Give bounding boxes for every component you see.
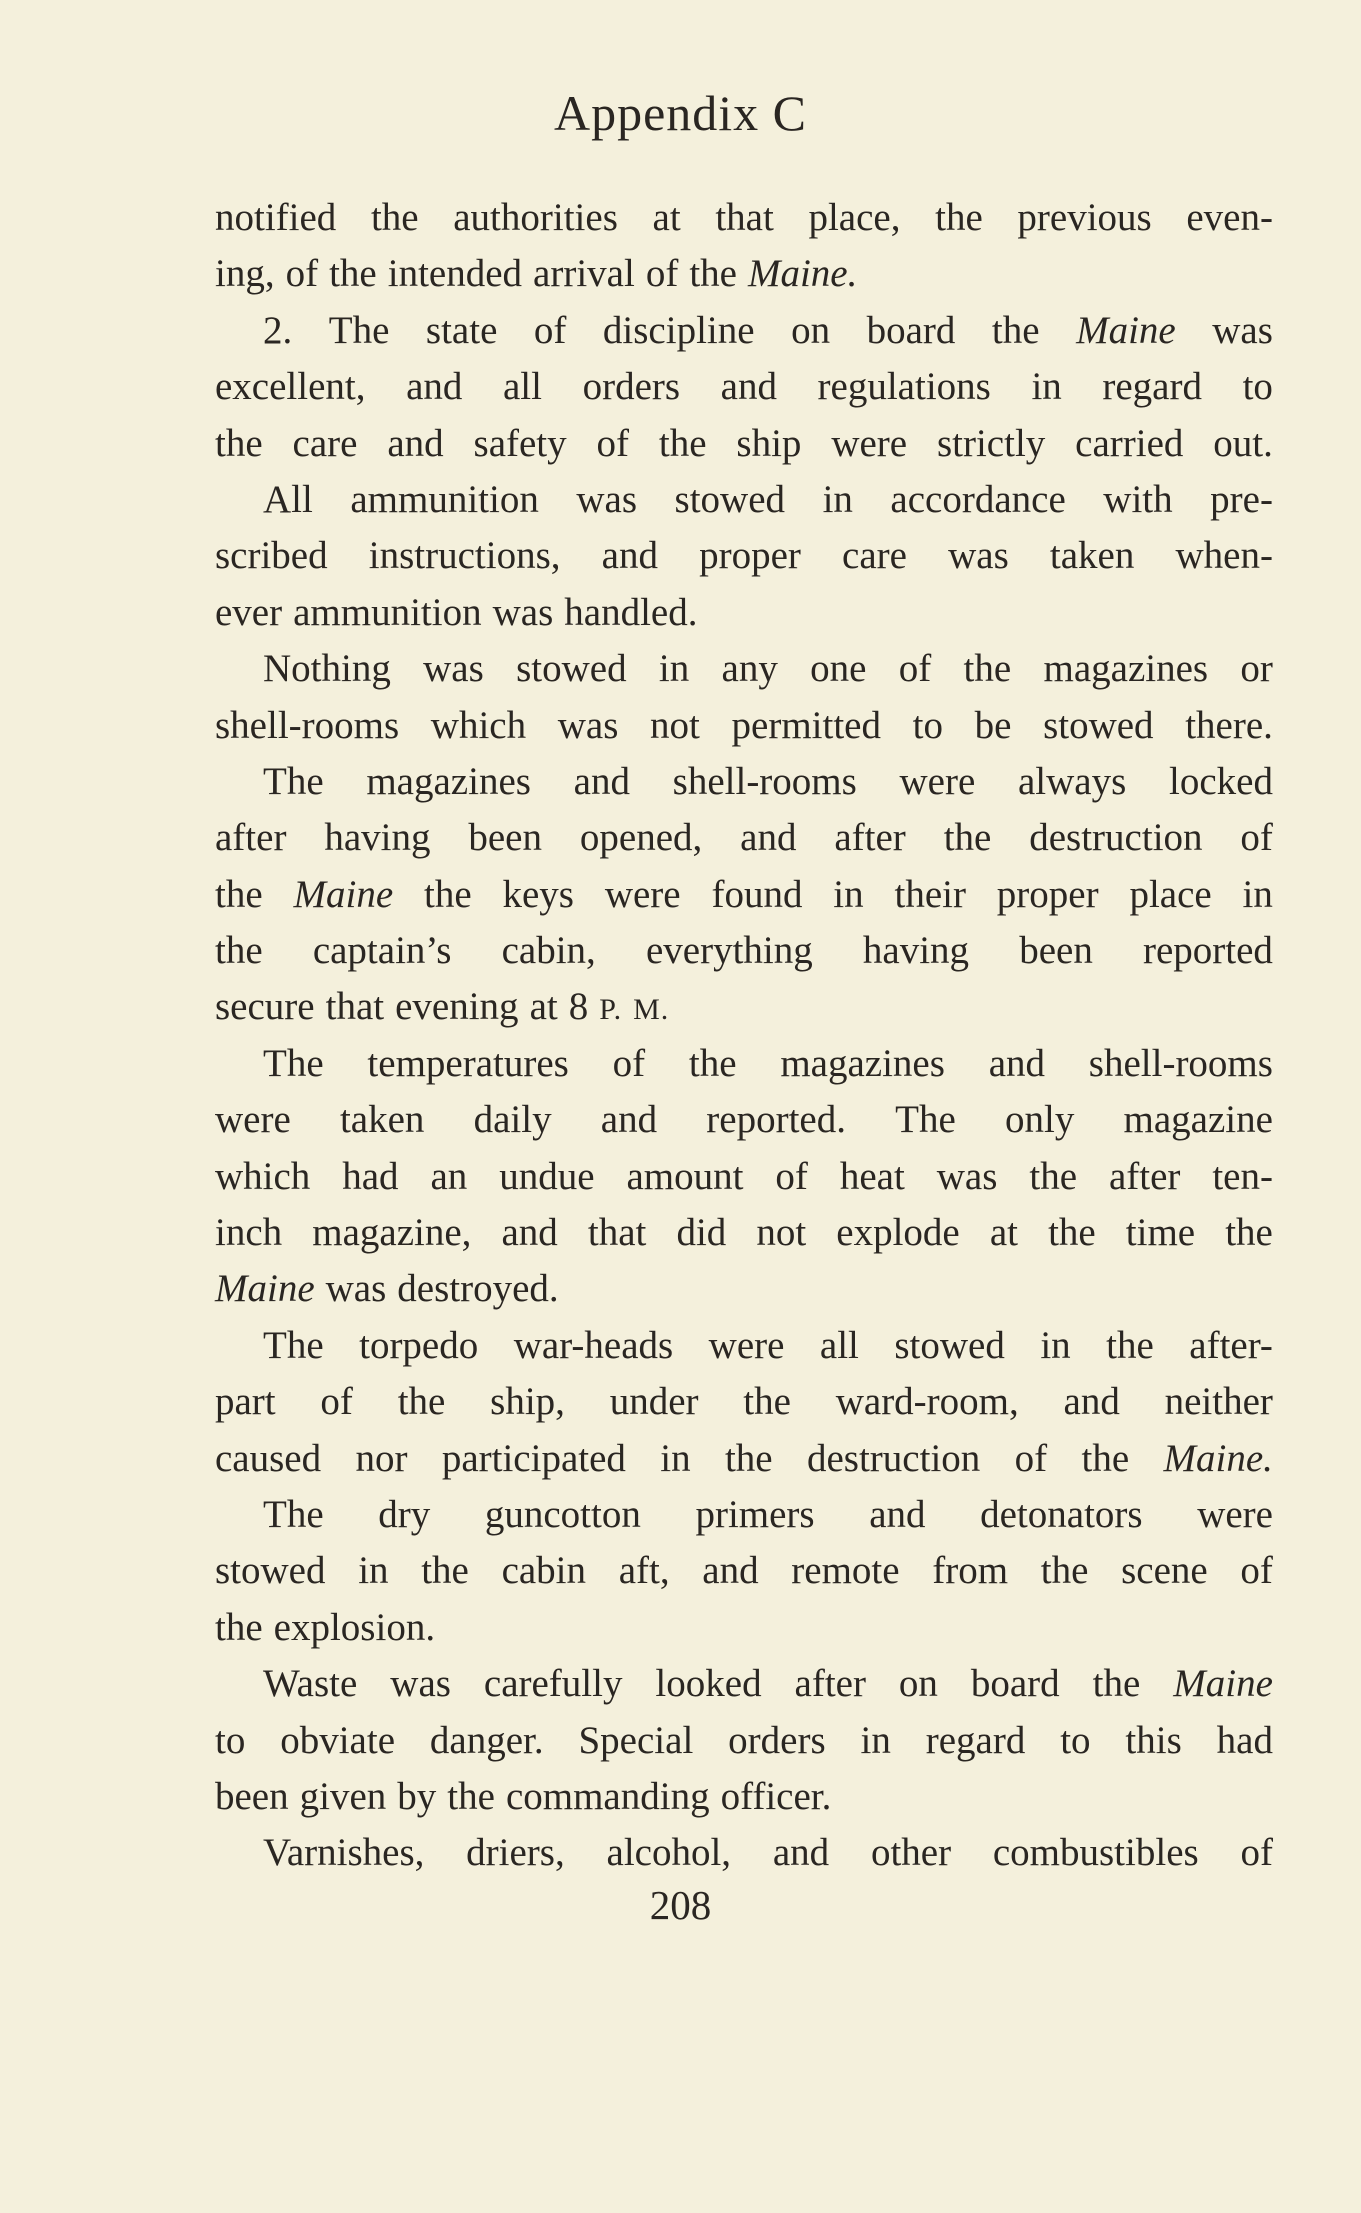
word: at xyxy=(529,985,558,1029)
word: regulations xyxy=(817,365,991,409)
word: scene xyxy=(1121,1549,1208,1593)
word: safety xyxy=(473,421,567,465)
word: be xyxy=(974,703,1012,747)
word: ten- xyxy=(1212,1154,1273,1198)
word: any xyxy=(721,647,778,691)
word: evening xyxy=(395,985,519,1029)
text-line xyxy=(215,1318,1273,1374)
word: remote xyxy=(791,1549,900,1593)
word: The xyxy=(895,1098,956,1142)
text-line xyxy=(215,1656,1273,1712)
word: were xyxy=(831,421,908,465)
word: time xyxy=(1125,1211,1196,1255)
word: The xyxy=(263,1323,324,1367)
word: 8 xyxy=(568,985,589,1029)
word: keys xyxy=(502,872,574,916)
word: explosion. xyxy=(273,1605,436,1649)
word: the xyxy=(215,421,263,465)
word: was xyxy=(948,534,1009,578)
word: Maine xyxy=(1076,308,1176,352)
word: of xyxy=(1014,1436,1048,1480)
word: Maine xyxy=(215,1267,315,1311)
text-line xyxy=(215,1092,1273,1148)
word: proper xyxy=(699,534,801,578)
word: and xyxy=(869,1492,926,1536)
word: Varnishes, xyxy=(263,1831,425,1875)
word: the xyxy=(991,308,1040,352)
word: and xyxy=(406,365,463,409)
word: after- xyxy=(1189,1323,1273,1367)
word: authorities xyxy=(453,196,618,239)
word: was xyxy=(1212,308,1273,352)
word: not xyxy=(650,703,700,747)
word: The xyxy=(263,1492,324,1536)
text-line xyxy=(215,754,1273,810)
word: that xyxy=(587,1211,647,1255)
text-line xyxy=(215,1205,1273,1261)
word: in xyxy=(1040,1323,1071,1367)
word: secure xyxy=(215,985,315,1029)
word: the xyxy=(689,252,737,296)
word: had xyxy=(1216,1718,1273,1762)
text-line xyxy=(215,472,1273,528)
text-line xyxy=(215,1825,1273,1881)
word: under xyxy=(609,1380,699,1424)
word: officer. xyxy=(720,1774,832,1818)
word: in xyxy=(1031,365,1062,409)
word: having xyxy=(862,929,970,973)
word: and xyxy=(720,365,777,409)
word: was xyxy=(936,1154,998,1198)
word: The xyxy=(263,759,324,803)
word: 2. xyxy=(263,308,293,352)
word: explode xyxy=(836,1211,960,1255)
word: looked xyxy=(655,1662,762,1706)
word: Nothing xyxy=(263,647,391,691)
word: the xyxy=(1048,1211,1096,1255)
text-line xyxy=(215,1036,1273,1092)
running-head: Appendix C xyxy=(553,85,808,141)
word: and xyxy=(501,1211,558,1255)
text-line xyxy=(215,1543,1273,1599)
word: discipline xyxy=(602,308,755,352)
word: always xyxy=(1018,759,1127,803)
word: reported xyxy=(1143,929,1273,973)
word: the xyxy=(215,929,263,973)
word: and xyxy=(772,1831,830,1875)
word: locked xyxy=(1169,759,1273,803)
word: having xyxy=(324,816,431,860)
word: part xyxy=(215,1380,276,1424)
word: the xyxy=(658,421,707,465)
word: was xyxy=(557,703,619,747)
word: the xyxy=(421,1549,469,1593)
word: driers, xyxy=(466,1831,565,1875)
word: had xyxy=(342,1154,399,1198)
word: notified xyxy=(215,196,337,239)
word: destruction xyxy=(1029,816,1203,860)
text-line xyxy=(215,303,1273,359)
word: in xyxy=(358,1549,389,1593)
word: dry xyxy=(378,1492,431,1536)
word: and xyxy=(1063,1380,1120,1424)
word: Maine. xyxy=(1163,1436,1273,1480)
word: ship, xyxy=(490,1380,565,1424)
word: after xyxy=(1108,1154,1181,1198)
word: stowed xyxy=(516,647,627,691)
word: in xyxy=(822,477,853,521)
word: alcohol, xyxy=(606,1831,732,1875)
word: and xyxy=(740,816,797,860)
word: shell-rooms xyxy=(672,759,857,803)
word: pre- xyxy=(1210,477,1273,521)
word: excellent, xyxy=(215,365,366,409)
word: handled. xyxy=(564,590,698,634)
word: strictly xyxy=(936,421,1046,465)
word: were xyxy=(1197,1492,1273,1536)
text-line xyxy=(215,1374,1273,1430)
word: on xyxy=(898,1662,938,1706)
word: aft, xyxy=(618,1549,670,1593)
word: accordance xyxy=(890,477,1066,521)
word: found xyxy=(711,872,803,916)
word: not xyxy=(756,1211,807,1255)
text-line xyxy=(215,698,1273,754)
word: and xyxy=(601,534,658,578)
word: of xyxy=(898,647,932,691)
word: magazine xyxy=(1123,1098,1273,1142)
word: the xyxy=(1029,1154,1078,1198)
word: only xyxy=(1005,1098,1075,1142)
word: the xyxy=(1040,1549,1089,1593)
word: caused xyxy=(215,1436,322,1480)
word: of xyxy=(320,1380,353,1424)
word: was xyxy=(423,647,484,691)
word: daily xyxy=(473,1098,552,1142)
word: orders xyxy=(728,1718,826,1762)
word: to xyxy=(215,1718,246,1762)
word: which xyxy=(430,703,527,747)
word: to xyxy=(912,703,943,747)
word: Special xyxy=(578,1718,694,1762)
word: everything xyxy=(645,929,813,973)
word: the xyxy=(447,1774,495,1818)
word: proper xyxy=(996,872,1099,916)
word: ever xyxy=(215,590,283,634)
text-line xyxy=(215,641,1273,697)
word: orders xyxy=(582,365,681,409)
word: war-heads xyxy=(513,1323,674,1367)
word: shell-rooms xyxy=(215,703,400,747)
word: board xyxy=(970,1662,1060,1706)
body-text xyxy=(215,190,1273,1882)
word: cabin xyxy=(501,1549,587,1593)
word: by xyxy=(397,1774,437,1818)
word: ship xyxy=(736,421,802,465)
word: to xyxy=(1060,1718,1091,1762)
word: inch xyxy=(215,1211,283,1255)
word: to xyxy=(1242,365,1273,409)
word: other xyxy=(870,1831,952,1875)
word: given xyxy=(299,1774,387,1818)
word: detonators xyxy=(980,1492,1143,1536)
word: one xyxy=(810,647,867,691)
word: in xyxy=(860,1718,891,1762)
word: Waste xyxy=(263,1662,358,1706)
word: danger. xyxy=(429,1718,544,1762)
word: were xyxy=(604,872,681,916)
word: previous xyxy=(1017,196,1152,239)
word: heat xyxy=(839,1154,905,1198)
word: the xyxy=(688,1041,737,1085)
word: All xyxy=(263,477,313,521)
word: the xyxy=(1106,1323,1154,1367)
word: magazines xyxy=(366,759,531,803)
word: stowed xyxy=(674,477,786,521)
word: commanding xyxy=(505,1774,710,1818)
word: guncotton xyxy=(484,1492,641,1536)
word: the xyxy=(370,196,419,239)
word: carefully xyxy=(483,1662,623,1706)
word: carried xyxy=(1075,421,1184,465)
word: instructions, xyxy=(368,534,561,578)
text-line xyxy=(215,1769,1273,1825)
word: were xyxy=(708,1323,785,1367)
word: taken xyxy=(1049,534,1135,578)
word: torpedo xyxy=(359,1323,479,1367)
word: M. xyxy=(633,993,670,1027)
word: were xyxy=(215,1098,291,1142)
word: primers xyxy=(695,1492,815,1536)
word: after xyxy=(215,816,287,860)
word: the xyxy=(397,1380,446,1424)
word: of xyxy=(612,1041,646,1085)
text-line xyxy=(215,867,1273,923)
word: the xyxy=(329,252,377,296)
word: the xyxy=(215,872,263,916)
word: the xyxy=(423,872,472,916)
word: with xyxy=(1103,477,1173,521)
word: destroyed. xyxy=(397,1267,559,1311)
word: of xyxy=(1240,1549,1273,1593)
text-line xyxy=(215,416,1273,472)
word: intended xyxy=(387,252,523,296)
word: did xyxy=(676,1211,727,1255)
word: neither xyxy=(1164,1380,1273,1424)
word: an xyxy=(430,1154,468,1198)
word: the xyxy=(215,1605,263,1649)
word: in xyxy=(658,647,690,691)
word: there. xyxy=(1185,703,1273,747)
word: which xyxy=(215,1154,311,1198)
word: combustibles xyxy=(992,1831,1199,1875)
text-line xyxy=(215,190,1273,246)
text-line xyxy=(215,1713,1273,1769)
word: and xyxy=(702,1549,759,1593)
word: when- xyxy=(1175,534,1273,578)
word: Maine xyxy=(293,872,394,916)
word: the xyxy=(943,816,992,860)
word: destruction xyxy=(806,1436,981,1480)
word: amount xyxy=(626,1154,744,1198)
word: were xyxy=(899,759,976,803)
word: their xyxy=(894,872,966,916)
word: been xyxy=(215,1774,289,1818)
word: opened, xyxy=(579,816,703,860)
word: at xyxy=(989,1211,1018,1255)
word: stowed xyxy=(1043,703,1154,747)
text-line xyxy=(215,1487,1273,1543)
word: Maine xyxy=(1173,1662,1273,1706)
word: the xyxy=(1092,1662,1141,1706)
word: taken xyxy=(339,1098,425,1142)
word: ing, xyxy=(215,252,275,296)
word: the xyxy=(935,196,983,239)
text-line xyxy=(215,246,1273,302)
word: the xyxy=(1225,1211,1273,1255)
word: of xyxy=(1240,1831,1273,1875)
word: of xyxy=(1240,816,1273,860)
word: of xyxy=(533,308,567,352)
word: or xyxy=(1240,647,1273,691)
word: cabin, xyxy=(501,929,596,973)
word: Maine. xyxy=(747,252,858,296)
word: The xyxy=(263,1041,324,1085)
word: shell-rooms xyxy=(1088,1041,1273,1085)
word: undue xyxy=(499,1154,595,1198)
word: from xyxy=(932,1549,1009,1593)
word: ammunition xyxy=(350,477,539,521)
word: in xyxy=(1242,872,1273,916)
word: in xyxy=(660,1436,691,1480)
word: magazines xyxy=(1043,647,1209,691)
word: regard xyxy=(1102,365,1202,409)
word: care xyxy=(292,421,358,465)
word: and xyxy=(573,759,630,803)
word: permitted xyxy=(731,703,881,747)
text-line xyxy=(215,979,1273,1035)
word: and xyxy=(600,1098,658,1142)
text-line xyxy=(215,923,1273,979)
word: P. xyxy=(599,993,623,1027)
word: was xyxy=(325,1267,387,1311)
word: place, xyxy=(808,196,901,239)
word: even- xyxy=(1186,196,1273,239)
word: been xyxy=(1019,929,1093,973)
word: of xyxy=(775,1154,808,1198)
word: this xyxy=(1125,1718,1182,1762)
word: reported. xyxy=(706,1098,846,1142)
word: The xyxy=(328,308,390,352)
text-line xyxy=(215,810,1273,866)
word: participated xyxy=(441,1436,626,1480)
word: magazines xyxy=(780,1041,945,1085)
word: of xyxy=(285,252,319,296)
word: that xyxy=(715,196,774,239)
word: the xyxy=(724,1436,773,1480)
page-number: 208 xyxy=(649,1882,712,1928)
word: ward-room, xyxy=(835,1380,1019,1424)
word: the xyxy=(963,647,1012,691)
word: and xyxy=(988,1041,1046,1085)
word: regard xyxy=(925,1718,1026,1762)
word: state xyxy=(425,308,498,352)
text-line xyxy=(215,585,1273,641)
word: the xyxy=(1081,1436,1130,1480)
word: obviate xyxy=(280,1718,396,1762)
text-line xyxy=(215,1600,1273,1656)
word: was xyxy=(390,1662,451,1706)
word: been xyxy=(468,816,542,860)
word: magazine, xyxy=(312,1211,472,1255)
word: at xyxy=(652,196,681,239)
word: the xyxy=(743,1380,791,1424)
word: of xyxy=(645,252,679,296)
word: and xyxy=(387,421,444,465)
word: stowed xyxy=(215,1549,326,1593)
word: temperatures xyxy=(367,1041,569,1085)
word: after xyxy=(834,816,906,860)
word: of xyxy=(596,421,630,465)
word: that xyxy=(325,985,385,1029)
word: care xyxy=(842,534,907,578)
word: was xyxy=(576,477,638,521)
word: in xyxy=(833,872,864,916)
word: after xyxy=(794,1662,866,1706)
word: ammunition xyxy=(293,590,482,634)
word: board xyxy=(866,308,956,352)
text-line xyxy=(215,1261,1273,1317)
word: on xyxy=(791,308,831,352)
text-line xyxy=(215,528,1273,584)
word: scribed xyxy=(215,534,328,578)
text-line xyxy=(215,359,1273,415)
word: all xyxy=(819,1323,859,1367)
word: stowed xyxy=(894,1323,1005,1367)
word: captain’s xyxy=(312,929,452,973)
word: out. xyxy=(1213,421,1273,465)
text-line xyxy=(215,1431,1273,1487)
word: nor xyxy=(355,1436,408,1480)
text-line xyxy=(215,1149,1273,1205)
word: all xyxy=(503,365,542,409)
word: arrival xyxy=(533,252,635,296)
word: was xyxy=(492,590,554,634)
word: place xyxy=(1129,872,1212,916)
